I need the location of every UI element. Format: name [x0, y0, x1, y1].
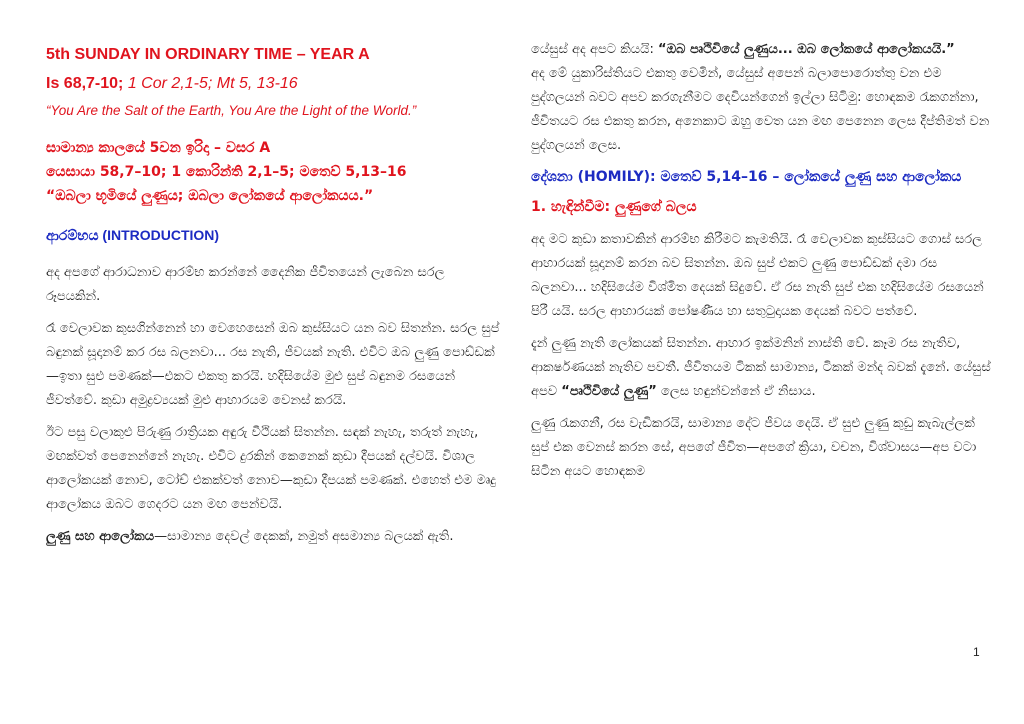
- closing-bold: ලුණු සහ ආලෝකය: [46, 529, 155, 544]
- salt-preserves-paragraph: ලුණු රැකගනී, රස වැඩිකරයි, සාමාන්‍ය දේට ජීවය දෙයි. ඒ සුළු ලුණු කුඩු කැබැල්ලක් සුප් එක වෙනස් කරන සේ, අපගේ ජීවිත—අපගේ ක්‍රියා, වචන, විශ්වාසය—අප වටා සිටින අයට හොඳකම: [531, 416, 977, 479]
- no-salt-plain: දැන් ලුණු නැති ලෝකයක් සිතන්න. ආහාර ඉක්මනින් නාස්ති වේ. කෑම රස නැතිව, ආකර්ෂණයක් නැතිව පවතී. ජීවිතයම ටිකක් සාමාන්‍ය, ටිකක් මන්ද බවක් දැනේ. යේසුස් අපව: [531, 336, 991, 399]
- story-paragraph: අද මට කුඩා කතාවකින් ආරම්භ කිරීමට කැමතියි. රෑ වෙලාවක කුස්සියට ගොස් සරල ආහාරයක් සූදානම් කරන බව සිතන්න. ඔබ සුප් එකට ලුණු පොඩ්ඩක් දමා රස බලනවා... හදිසියේම විශ්මිත දෙයක් සිදුවේ. ඒ රස නැති සුප් එක හදිසියේම රසයෙන් පිරී යයි. සරල ආහාරයක් පෝෂණීය හා සතුටුදායක දෙයක් බවට පත්වේ.: [531, 232, 984, 319]
- scripture-references: [46, 74, 501, 94]
- salt-of-earth-quote: “පෘථිවියේ ලුණු”: [561, 384, 657, 399]
- no-salt-paragraph: [531, 332, 991, 404]
- homily-heading: දේශනා (HOMILY): මතෙව් 5,14–16 – ලෝකයේ ලුණු සහ ආලෝකය: [531, 169, 962, 185]
- closing-paragraph: [46, 525, 501, 549]
- soup-paragraph: රෑ වෙලාවක කුසගින්නෙන් හා වෙහෙසෙන් ඔබ කුස්සියට යන බව සිතන්න. සරල සුප් බඳුනක් සූදානම් කර රස බලනවා... රස නැති, ජීවයක් නැති. එවිට ඔබ ලුණු පොඩ්ඩක්—ඉතා සුළු පමණක්—එකට එකතු කරයි. හදිසියේම මුළු සුප් බඳුනම රසයෙන් ජීවත්වේ. කුඩා අමුද්‍රව්‍යයක් මුළු ආහාරයම වෙනස් කරයි.: [46, 321, 500, 408]
- right-column: [531, 38, 991, 492]
- opening-rest: අද මේ යුකාරිස්තියට එකතු වෙමින්, යේසුස් අපෙන් බලාපොරොත්තු වන එම පුද්ගලයන් බවට අපව කරගැනීමට දෙවියන්ගෙන් ඉල්ලා සිටිමු: හොඳකම රැකගන්නා, ජීවිතයට රස එකතු කරන, අනෙකාට ඔහු වෙත යන මඟ පෙනෙන ලෙස දීප්තිමත් වන පුද්ගලයන් ලෙස.: [531, 66, 990, 153]
- sinhala-references: යෙසායා 58,7–10; 1 කොරින්ති 2,1–5; මතෙව් 5,13–16: [46, 164, 407, 180]
- intro-paragraph: අද අපගේ ආරාධනාව ආරම්භ කරන්නේ දෛනික ජීවිතයෙන් ලැබෙන සරල රූපයකින්.: [46, 265, 445, 304]
- other-readings-ref: 1 Cor 2,1-5; Mt 5, 13-16: [123, 75, 298, 92]
- page-number: 1: [973, 645, 980, 659]
- left-column: [46, 38, 501, 557]
- sinhala-title: සාමාන්‍ය කාලයේ 5වන ඉරිදා – වසර A: [46, 140, 271, 156]
- theme-tagline: “You Are the Salt of the Earth, You Are the Light of the World.”: [46, 103, 417, 118]
- sinhala-tagline: “ඔබලා භූමියේ ලුණුය; ඔබලා ලෝකයේ ආලෝකයය.”: [46, 188, 374, 204]
- introduction-heading: [46, 224, 501, 247]
- intro-heading-sinhala: ආරම්භය: [46, 228, 99, 244]
- section-1-heading: 1. හැඳින්වීම: ලුණුගේ බලය: [531, 199, 697, 215]
- first-reading-ref: Is 68,7-10;: [46, 75, 124, 92]
- opening-quote: “ඔබ පෘථිවියේ ලුණුය... ඔබ ලෝකයේ ආලෝකයයි.”: [658, 42, 955, 57]
- lamp-paragraph: ඊට පසු වලාකුළු පිරුණු රාත්‍රියක අඳුරු වීථියක් සිතන්න. සඳක් නැහැ, තරුත් නැහැ, මඟක්වත් පෙනෙන්නේ නැහැ. එවිට දුරකින් කෙනෙක් කුඩා දීපයක් දල්වයි. විශාල ආලෝකයක් නොව, ටෝච් එකක්වත් නොව—කුඩා දීපයක් පමණක්. එහෙත් එම මෘදු ආලෝකය ඔබට ගෙදරට යන මඟ පෙන්වයි.: [46, 425, 496, 512]
- opening-paragraph: [531, 38, 991, 158]
- no-salt-rest: ලෙස හඳුන්වන්නේ ඒ නිසාය.: [656, 384, 816, 399]
- closing-rest: —සාමාන්‍ය දෙවල් දෙකක්, නමුත් අසමාන්‍ය බලයක් ඇති.: [154, 529, 454, 544]
- page-title: 5th SUNDAY IN ORDINARY TIME – YEAR A: [46, 46, 370, 63]
- opening-plain: යේසුස් අද අපට කියයි:: [531, 42, 658, 57]
- intro-heading-english: (INTRODUCTION): [98, 227, 220, 243]
